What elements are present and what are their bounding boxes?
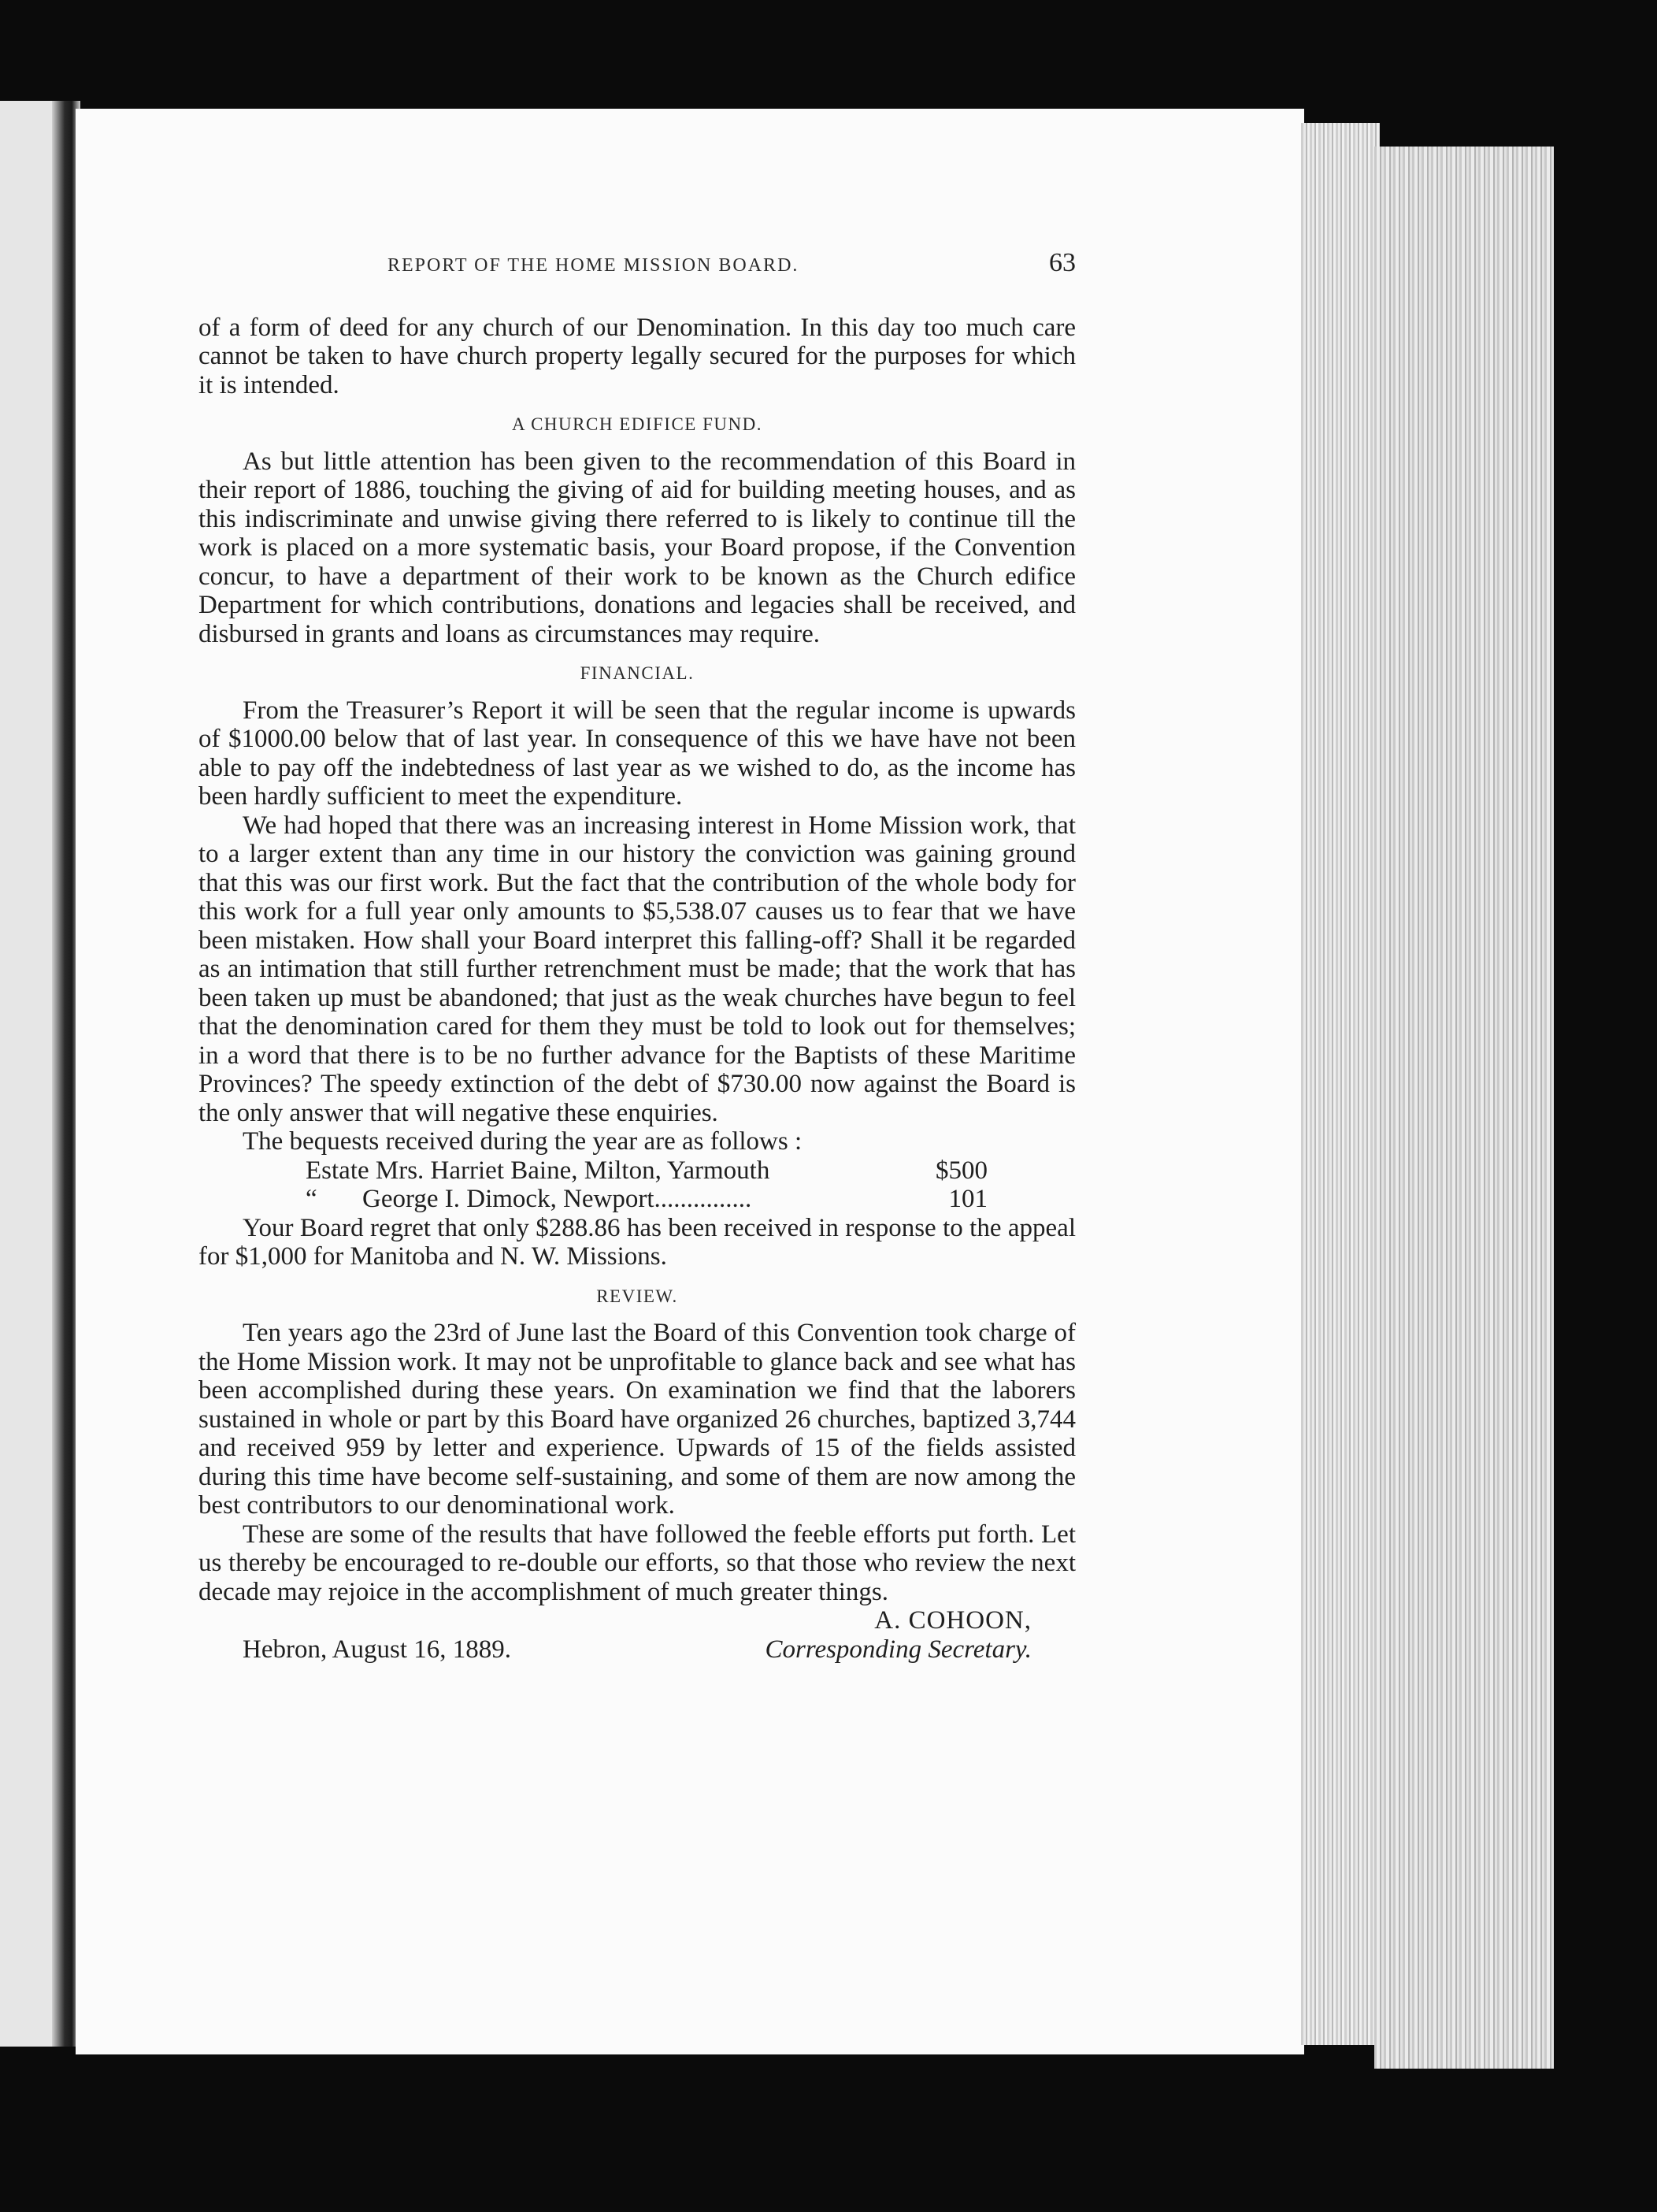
running-head [198, 249, 1076, 280]
signature-date-row [198, 1635, 1076, 1665]
financial-paragraph-1: From the Treasurer’s Report it will be seen that the regular income is upwards of $1000.00 below that of last year. In consequence of this we have have not been able to pay off the indebtedness of last year as we wished to do, as the income has been hardly sufficient to meet the expenditure. [198, 696, 1076, 811]
church-edifice-paragraph: As but little attention has been given to the recommendation of this Board in their report of 1886, touching the giving of aid for building meeting houses, and as this indiscriminate and unwise giving there referred to is likely to continue till the work is placed on a more systematic basis, your Board propose, if the Convention concur, to have a department of their work to be known as the Church edifice Department for which contributions, donations and legacies shall be received, and disbursed in grants and loans as circumstances may require. [198, 447, 1076, 648]
section-heading-financial: FINANCIAL. [580, 663, 695, 683]
bequest-amount: $500 [936, 1156, 988, 1185]
page-block-edge [1301, 123, 1380, 2045]
ditto-mark: “ [306, 1185, 317, 1213]
bequest-label: George I. Dimock, Newport............... [362, 1185, 752, 1213]
signatory-title: Corresponding Secretary. [765, 1635, 1032, 1664]
bequest-label: Estate Mrs. Harriet Baine, Milton, Yarmouth [306, 1156, 770, 1185]
financial-paragraph-2: We had hoped that there was an increasing interest in Home Mission work, that to a larger extent than any time in our history the conviction was gaining ground that this was our first work. But the fact that the contribution of the whole body for this work for a full year only amounts to $5,538.07 causes us to fear that we have been mistaken. How shall your Board interpret this falling-off? Shall it be regarded as an intimation that still further retrenchment must be made; that the work that has been taken up must be abandoned; that just as the weak churches have begun to feel that the denomination cared for them they must be told to look out for themselves; in a word that there is to be no further advance for the Baptists of these Maritime Provinces? The speedy extinction of the debt of $730.00 now against the Board is the only answer that will negative these enquiries. [198, 811, 1076, 1127]
review-paragraph-1: Ten years ago the 23rd of June last the Board of this Convention took charge of the Home Mission work. It may not be unprofitable to glance back and see what has been accomplished during these years. On examination we find that the laborers sustained in whole or part by this Board have organized 26 churches, baptized 3,744 and received 959 by letter and experience. Upwards of 15 of the fields assisted during this time have become self-sustaining, and some of them are now among the best contributors to our denominational work. [198, 1319, 1076, 1520]
bequest-amount: 101 [948, 1185, 988, 1213]
bequests-intro: The bequests received during the year are as follows : [243, 1127, 803, 1156]
page-number: 63 [1049, 248, 1076, 277]
running-title: REPORT OF THE HOME MISSION BOARD. [387, 255, 799, 276]
page-text [198, 249, 1076, 1664]
page-block-edge-outer [1374, 147, 1554, 2069]
bequest-row [306, 1156, 988, 1186]
section-heading-review: REVIEW. [596, 1286, 678, 1306]
signatory-name: A. COHOON, [874, 1606, 1032, 1635]
review-paragraph-2: These are some of the results that have followed the feeble efforts put forth. Let us thereby be encouraged to re-double our efforts, so that those who review the next decade may rejoice in the accomplishment of much greater things. [198, 1520, 1076, 1606]
place-date: Hebron, August 16, 1889. [243, 1635, 511, 1664]
intro-paragraph: of a form of deed for any church of our Denomination. In this day too much care cannot be taken to have church property legally secured for the purposes for which it is intended. [198, 313, 1076, 399]
section-heading-church-edifice: A CHURCH EDIFICE FUND. [512, 414, 762, 434]
bequest-row [306, 1185, 988, 1214]
financial-paragraph-4: Your Board regret that only $288.86 has been received in response to the appeal for $1,000 for Manitoba and N. W. Missions. [198, 1213, 1076, 1271]
signature-name-row [198, 1606, 1076, 1635]
bequest-entry [306, 1185, 751, 1214]
